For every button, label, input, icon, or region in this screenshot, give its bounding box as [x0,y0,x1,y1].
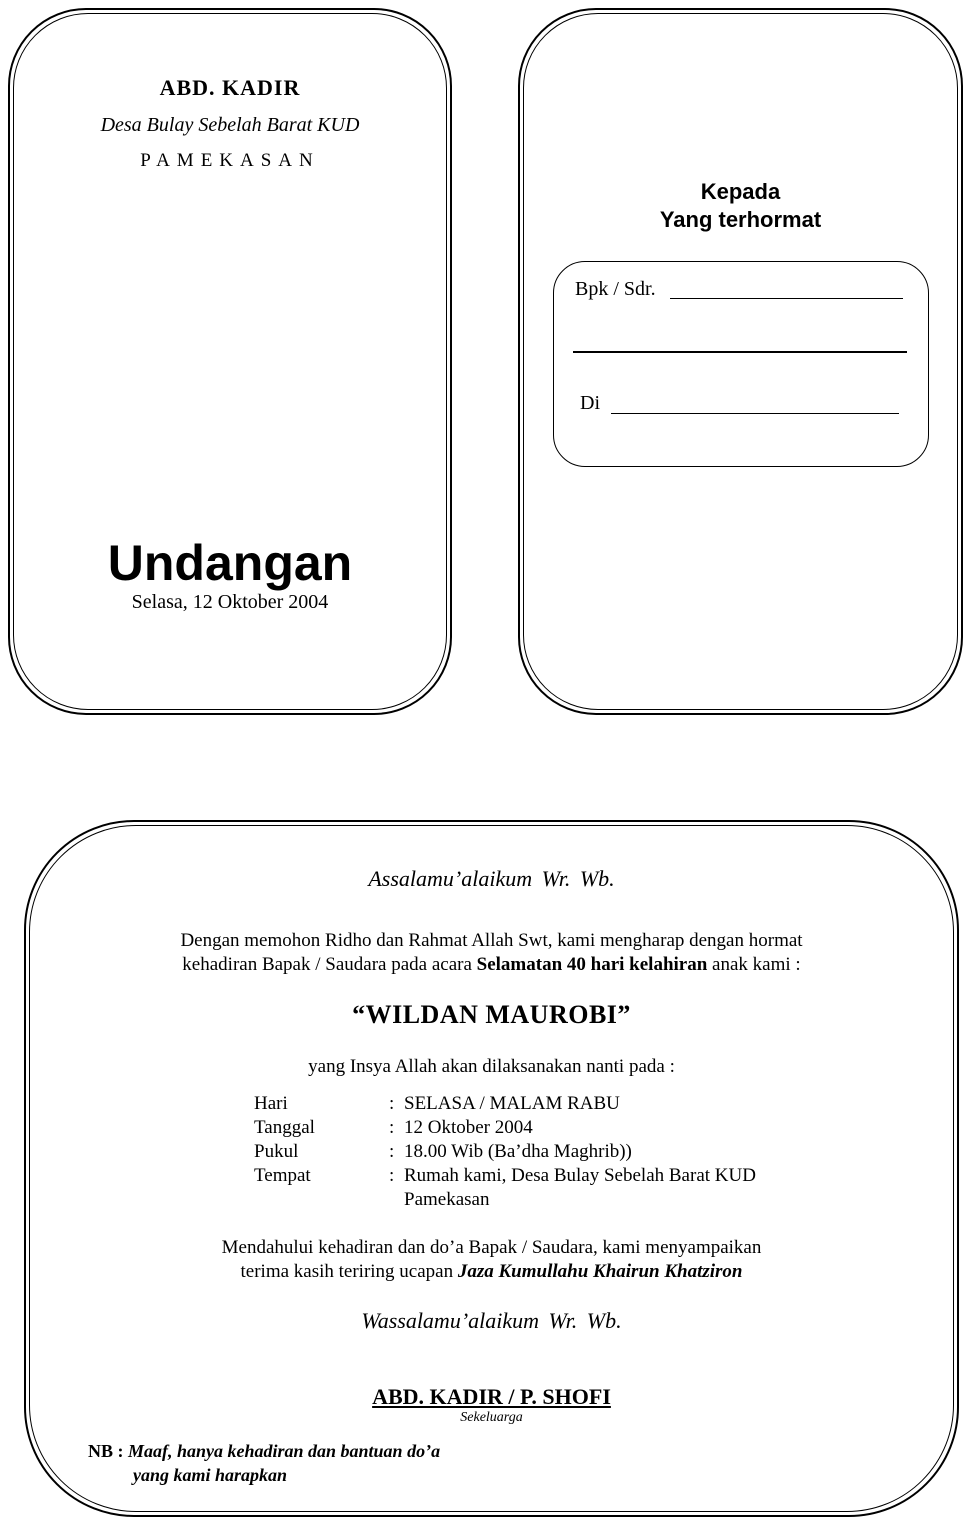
location-label: Di [580,392,600,414]
honorific-label: Yang terhormat [659,207,822,232]
recipient-line-2 [573,351,907,353]
detail-value: Rumah kami, Desa Bulay Sebelah Barat KUD [404,1165,756,1186]
note-label: NB : [88,1441,124,1461]
kepada-label: Kepada [700,179,781,204]
closing-line-1: Mendahului kehadiran dan do’a Bapak / Saudara, kami menyampaikan [221,1237,762,1258]
recipient-line [670,298,903,299]
note-line-2 [88,1463,440,1487]
note-text-1: Maaf, hanya kehadiran dan bantuan do’a [128,1441,441,1461]
signer-name: ABD. KADIR / P. SHOFI [372,1384,611,1409]
detail-value: SELASA / MALAM RABU [404,1093,620,1114]
sender-city: PAMEKASAN [140,150,320,171]
detail-colon: : [389,1093,395,1114]
intro-line-1: Dengan memohon Ridho dan Rahmat Allah Swt, kami mengharap dengan hormat [180,930,803,951]
child-name: “WILDAN MAUROBI” [352,1000,631,1029]
address-box [553,261,929,467]
note-text-2: yang kami harapkan [133,1465,288,1485]
schedule-lead: yang Insya Allah akan dilaksanakan nanti pada : [308,1056,675,1077]
intro-paragraph [26,929,957,977]
note-line-1 [88,1439,440,1463]
signer-family: Sekeluarga [460,1410,523,1425]
intro-line-2-post: anak kami : [707,954,801,975]
closing-greeting: Wassalamu’alaikum Wr. Wb. [361,1308,622,1333]
detail-label: Hari [254,1093,288,1114]
invitation-content-card [24,820,959,1517]
intro-line-2 [26,953,957,977]
prayer-phrase: Jaza Kumullahu Khairun Khatziron [457,1261,743,1282]
addressee-heading [520,178,961,234]
detail-label: Tempat [254,1165,311,1186]
detail-colon: : [389,1141,395,1162]
detail-colon: : [389,1117,395,1138]
cover-date: Selasa, 12 Oktober 2004 [131,591,329,613]
detail-value: 12 Oktober 2004 [404,1117,533,1138]
sender-name: ABD. KADIR [159,75,301,100]
closing-line-2-pre: terima kasih teriring ucapan [240,1261,458,1282]
cover-title: Undangan [107,535,353,591]
note-block [88,1439,440,1487]
closing-line-2 [26,1260,957,1284]
opening-greeting: Assalamu’alaikum Wr. Wb. [368,866,615,891]
detail-label: Pukul [254,1141,299,1162]
sender-address: Desa Bulay Sebelah Barat KUD [100,114,360,136]
location-line [611,413,899,414]
detail-label: Tanggal [254,1117,315,1138]
intro-line-2-pre: kehadiran Bapak / Saudara pada acara [182,954,477,975]
cover-card [8,8,452,715]
event-name: Selamatan 40 hari kelahiran [476,954,708,975]
recipient-label: Bpk / Sdr. [575,278,656,300]
closing-paragraph [26,1236,957,1284]
detail-value: 18.00 Wib (Ba’dha Maghrib)) [404,1141,632,1162]
detail-colon: : [389,1165,395,1186]
venue-city: Pamekasan [404,1189,490,1210]
address-card [518,8,963,715]
